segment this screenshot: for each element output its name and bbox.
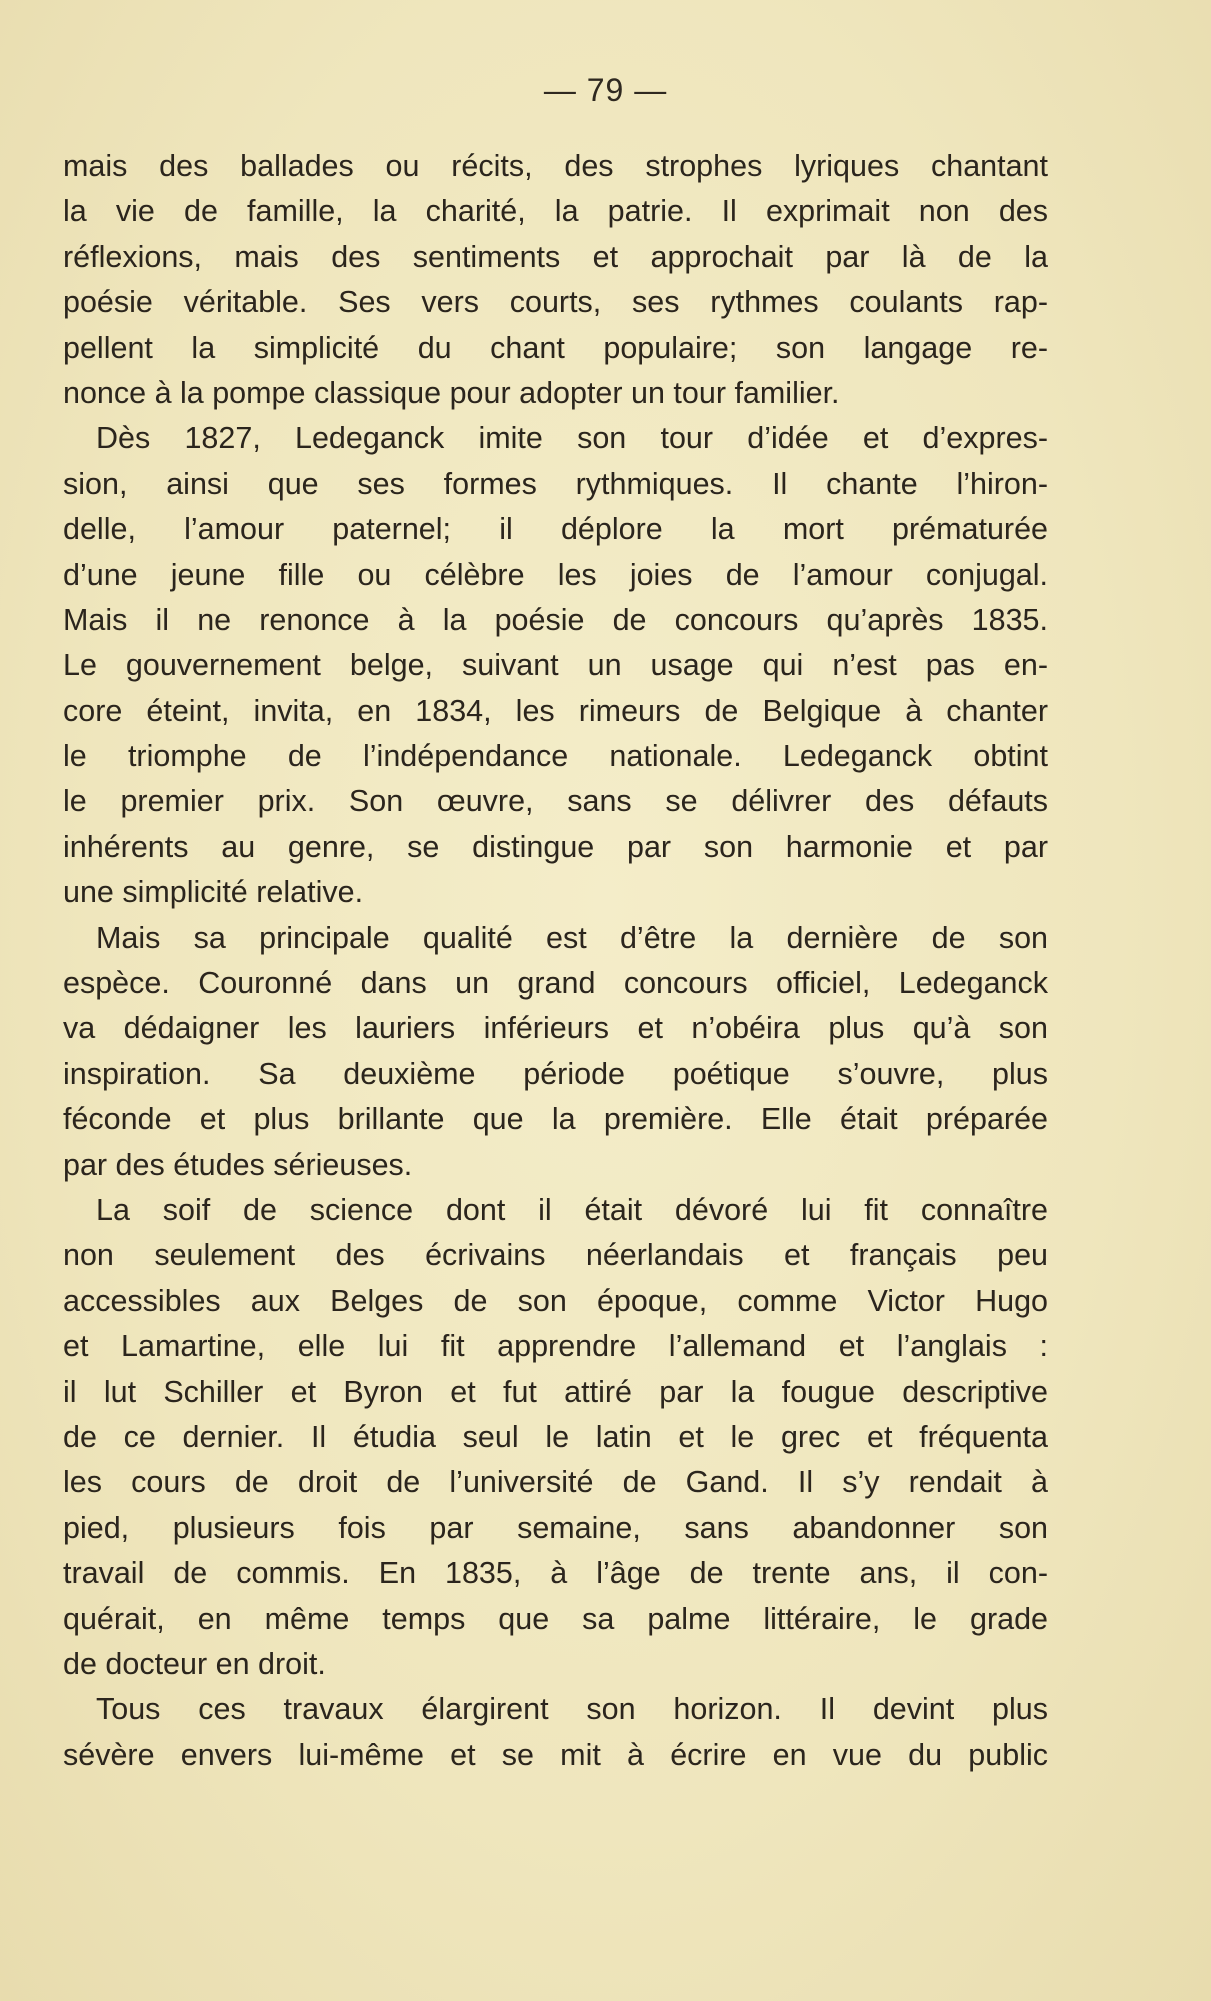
text-line: féconde et plus brillante que la première. Elle était préparée [63,1102,1048,1137]
text-line: delle, l’amour paternel; il déplore la mort prématurée [63,512,1048,547]
text-line: le triomphe de l’indépendance nationale. Ledeganck obtint [63,739,1048,774]
text-line: Le gouvernement belge, suivant un usage qui n’est pas en- [63,648,1048,683]
text-line: sion, ainsi que ses formes rythmiques. Il chante l’hiron- [63,466,1048,501]
text-line: Mais il ne renonce à la poésie de concours qu’après 1835. [63,602,1048,637]
paragraph [63,1188,1048,1687]
page-number: — 79 — [543,72,668,108]
paragraph [63,916,1048,1188]
text-line: les cours de droit de l’université de Gand. Il s’y rendait à [63,1465,1048,1500]
body-text [63,144,1048,1778]
text-line: espèce. Couronné dans un grand concours officiel, Ledeganck [63,966,1048,1001]
text-line: inhérents au genre, se distingue par son harmonie et par [63,829,1048,864]
text-line: Mais sa principale qualité est d’être la dernière de son [96,920,1048,955]
text-line: par des études sérieuses. [63,1147,413,1182]
text-line: travail de commis. En 1835, à l’âge de trente ans, il con- [63,1556,1048,1591]
text-line: inspiration. Sa deuxième période poétique s’ouvre, plus [63,1056,1048,1091]
text-line: sévère envers lui-même et se mit à écrire en vue du public [63,1737,1048,1772]
paragraph [63,1687,1048,1778]
text-line: nonce à la pompe classique pour adopter un tour familier. [63,375,840,410]
text-line: Dès 1827, Ledeganck imite son tour d’idée et d’expres- [96,421,1048,456]
text-line: le premier prix. Son œuvre, sans se délivrer des défauts [63,784,1048,819]
text-line: va dédaigner les lauriers inférieurs et n’obéira plus qu’à son [63,1011,1048,1046]
text-line: et Lamartine, elle lui fit apprendre l’allemand et l’anglais : [63,1329,1048,1364]
text-line: d’une jeune fille ou célèbre les joies de l’amour conjugal. [63,557,1048,592]
text-line: une simplicité relative. [63,875,364,910]
text-line: pellent la simplicité du chant populaire; son langage re- [63,330,1048,365]
text-line: mais des ballades ou récits, des strophes lyriques chantant [63,149,1048,183]
text-line: La soif de science dont il était dévoré lui fit connaître [96,1192,1048,1227]
text-line: Tous ces travaux élargirent son horizon. Il devint plus [96,1692,1048,1727]
paragraph [63,144,1048,416]
text-line: de docteur en droit. [63,1646,326,1681]
text-line: accessibles aux Belges de son époque, comme Victor Hugo [63,1283,1048,1318]
paragraph [63,416,1048,915]
text-line: il lut Schiller et Byron et fut attiré par la fougue descriptive [63,1374,1048,1409]
text-line: de ce dernier. Il étudia seul le latin et le grec et fréquenta [63,1419,1048,1454]
text-line: la vie de famille, la charité, la patrie. Il exprimait non des [63,194,1048,229]
text-line: quérait, en même temps que sa palme littéraire, le grade [63,1601,1048,1636]
text-line: pied, plusieurs fois par semaine, sans abandonner son [63,1510,1048,1545]
text-line: non seulement des écrivains néerlandais et français peu [63,1238,1048,1273]
text-line: réflexions, mais des sentiments et approchait par là de la [63,239,1048,274]
text-line: core éteint, invita, en 1834, les rimeurs de Belgique à chanter [63,693,1048,728]
text-line: poésie véritable. Ses vers courts, ses rythmes coulants rap- [63,285,1048,320]
